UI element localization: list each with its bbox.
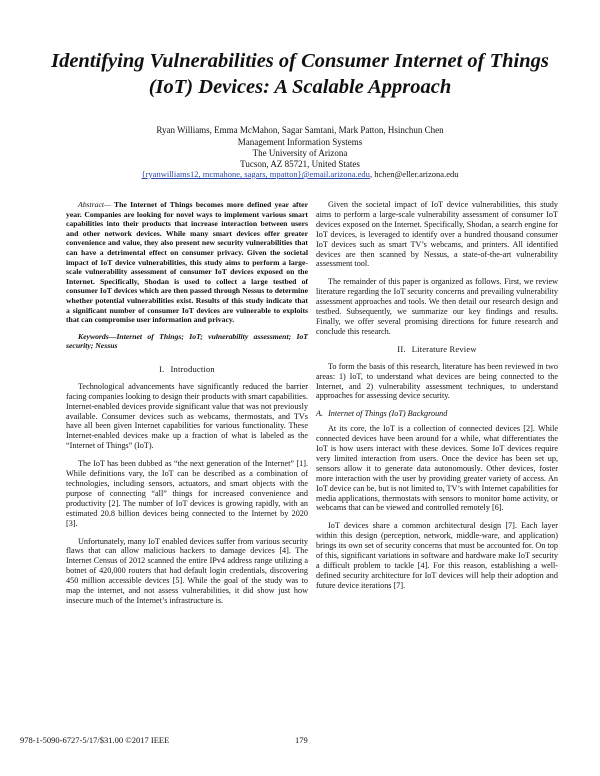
page-number: 179 [295,735,308,745]
right-column [316,200,558,599]
author-emails [40,169,560,180]
section-number: II. [397,343,406,354]
abstract [66,200,308,325]
section-heading-introduction [66,365,308,375]
background-paragraph: At its core, the IoT is a collection of connected devices [2]. While connected devices have been around for a while, what differentiates the IoT is how users interact with these devices. Some IoT devices require very limited interaction from users. Once the device has been set up, sensors allow it to generate data autonomously. Other devices, foster more interaction with the user by providing greater variety of access. An IoT device can be, but is not limited to, TV’s with Internet capabilities for media applications, thermostats with sensors to monitor home activity, or webcams that can be viewed and controlled remotely [6]. [316,424,558,513]
abstract-label: Abstract— [78,200,111,209]
intro-paragraph: The IoT has been dubbed as “the next generation of the Internet” [1]. While definitions vary, the IoT can be described as a combination of technologies, including sensors, actuators, and smart objects with the purpose of connecting “all” things for increased convenience and productivity [2]. The number of IoT devices is growing rapidly, with an estimated 20.8 billion devices being connected to the Internet by 2020 [3]. [66,459,308,528]
paper-title: Identifying Vulnerabilities of Consumer Internet of Things (IoT) Devices: A Scalable Approach [51,50,549,98]
background-paragraph: IoT devices share a common architectural design [7]. Each layer within this design (perception, network, middle-ware, and application) brings its own set of security concerns that must be accounted for. On top of this, significant variations in software and hardware make IoT security a difficult problem to tackle [4]. For this reason, establishing a well-defined security architecture for IoT devices will help their adoption and future device iterations [7]. [316,521,558,590]
subsection-letter: A. [316,409,324,419]
email-other: , hchen@eller.arizona.edu [369,169,459,179]
intro-paragraph: Unfortunately, many IoT enabled devices suffer from various security flaws that can allow malicious hackers to damage devices [4]. The Internet Census of 2012 scanned the entire IPv4 address range utilizing a botnet of 420,000 routers that had default login credentials, discovering 450 million accessible devices [5]. While the goal of the study was to map the internet, and not assess vulnerabilities, it did show just how insecure much of the Internet’s infrastructure is. [66,536,308,605]
subsection-heading-iot-background [316,409,558,419]
left-column [66,200,308,614]
affiliation-university: The University of Arizona [252,148,348,158]
abstract-text: The Internet of Things becomes more defined year after year. Companies are looking for novel ways to implement various smart capabilities into their products that increase interaction between users and other network devices. While many smart devices offer greater convenience and value, they also present new security vulnerabilities that can have a detrimental effect on consumer privacy. Given the societal impact of IoT device vulnerabilities, this study aims to perform a large-scale vulnerability assessment of consumer IoT devices exposed on the Internet. Specifically, Shodan is used to collect a large testbed of consumer IoT devices which are then passed through Nessus to determine whether potential vulnerabilities exist. Results of this study indicate that a significant number of consumer IoT devices are vulnerable to exploits that can compromise user information and privacy. [66,200,308,325]
subsection-title: Internet of Things (IoT) Background [328,409,448,419]
email-link[interactable]: {ryanwilliams12, mcmahone, sagars, mpatton}@email.arizona.edu [141,169,370,179]
author-list: Ryan Williams, Emma McMahon, Sagar Samtani, Mark Patton, Hsinchun Chen [156,125,444,135]
section-number: I. [159,363,165,374]
section-title: Literature Review [411,343,477,354]
section-title: Introduction [170,363,215,374]
intro-paragraph: Technological advancements have significantly reduced the barrier facing companies looking to design their products with smart capabilities. Internet-enabled devices provide significant value that was not previously available. Consumer devices such as webcams, thermostats, and TVs have all been given Internet capabilities for various functionality. These Internet-enabled devices make up a fraction of what is labeled as the “Internet of Things” (IoT). [66,381,308,451]
literature-paragraph: To form the basis of this research, literature has been reviewed in two areas: 1) IoT, to understand what devices are being connected to the Internet, and 2) vulnerability assessment techniques, to understand approaches for assessing device security. [316,361,558,401]
keywords: Keywords—Internet of Things; IoT; vulnerability assessment; IoT security; Nessus [66,331,308,351]
affiliation-location: Tucson, AZ 85721, United States [240,159,360,169]
intro-paragraph: Given the societal impact of IoT device vulnerabilities, this study aims to perform a large-scale vulnerability assessment of consumer IoT devices exposed on the Internet. Specifically, Shodan, a search engine for IoT devices, is leveraged to identify over a hundred thousand consumer IoT devices such as smart TV’s webcams, and printers. All identified devices are then scanned by Nessus, a state-of-the-art vulnerability assessment tool. [316,200,558,269]
affiliation-department: Management Information Systems [237,137,363,147]
intro-paragraph: The remainder of this paper is organized as follows. First, we review literature regarding the IoT security concerns and prevailing vulnerability assessment approaches and tools. We then detail our research design and testbed. Subsequently, we summarize our key findings and results. Finally, we offer several promising directions for future research and conclude this research. [316,277,558,336]
section-heading-literature-review [316,345,558,355]
footer-isbn: 978-1-5090-6727-5/17/$31.00 ©2017 IEEE [20,735,170,745]
